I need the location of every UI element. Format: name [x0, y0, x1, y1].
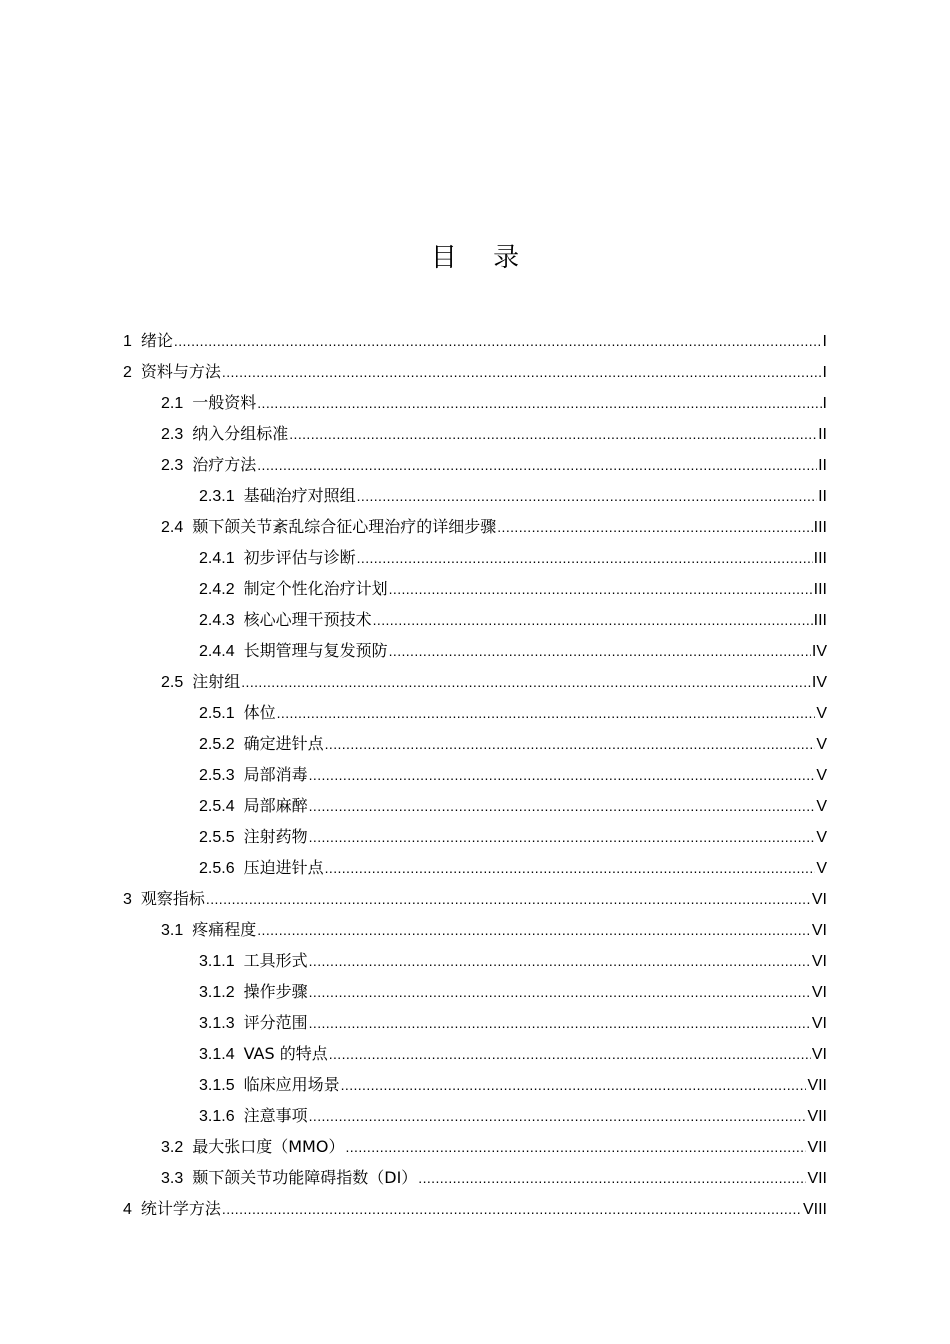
toc-entry-page: VI: [811, 891, 827, 908]
toc-entry-title: 压迫进针点: [243, 858, 324, 877]
toc-entry-number: 3.1.3: [199, 1015, 235, 1032]
toc-entry-title: 核心心理干预技术: [243, 610, 372, 629]
toc-entry-title: 治疗方法: [192, 455, 257, 474]
toc-entry-page: III: [813, 581, 827, 598]
toc-entry-number: 3.1.6: [199, 1108, 235, 1125]
toc-entry[interactable]: [123, 1193, 827, 1224]
toc-dot-leader: [309, 977, 811, 1008]
toc-dot-leader: [257, 450, 817, 481]
table-of-contents: [123, 325, 827, 1224]
toc-entry-page: II: [818, 457, 827, 474]
toc-entry-title: 长期管理与复发预防: [243, 641, 388, 660]
toc-dot-leader: [329, 1039, 811, 1070]
toc-dot-leader: [373, 605, 813, 636]
toc-entry-number: 3.1.4: [199, 1046, 235, 1063]
toc-entry[interactable]: [123, 697, 827, 728]
toc-entry-page: IV: [811, 643, 827, 660]
toc-entry-title: 纳入分组标准: [192, 424, 289, 443]
toc-entry-number: 2.3.1: [199, 488, 235, 505]
toc-entry[interactable]: [123, 914, 827, 945]
toc-entry-page: VI: [811, 922, 827, 939]
toc-entry[interactable]: [123, 635, 827, 666]
toc-entry-number: 3.1.2: [199, 984, 235, 1001]
toc-entry-page: VIII: [802, 1201, 827, 1218]
toc-entry-number: 2.4.4: [199, 643, 235, 660]
toc-entry-title: 基础治疗对照组: [243, 486, 356, 505]
toc-entry-page: V: [816, 736, 827, 753]
toc-dot-leader: [222, 1194, 802, 1225]
toc-entry[interactable]: [123, 976, 827, 1007]
toc-entry-title: 资料与方法: [140, 362, 221, 381]
toc-entry-page: I: [822, 333, 827, 350]
toc-entry-page: VI: [811, 953, 827, 970]
toc-entry[interactable]: [123, 511, 827, 542]
toc-entry-title: 颞下颌关节功能障碍指数（DI）: [192, 1168, 418, 1187]
toc-entry-page: VII: [807, 1108, 827, 1125]
toc-entry[interactable]: [123, 1069, 827, 1100]
toc-entry-page: III: [813, 550, 827, 567]
toc-entry-page: I: [822, 364, 827, 381]
toc-entry-title: 临床应用场景: [243, 1075, 340, 1094]
toc-dot-leader: [222, 357, 822, 388]
toc-dot-leader: [257, 915, 811, 946]
toc-entry-title: 初步评估与诊断: [243, 548, 356, 567]
toc-entry-number: 2: [123, 364, 132, 381]
toc-entry-title: 绪论: [140, 331, 173, 350]
toc-entry[interactable]: [123, 945, 827, 976]
toc-title: 目 录: [430, 243, 534, 273]
toc-entry[interactable]: [123, 666, 827, 697]
toc-entry-title: 注射组: [192, 672, 241, 691]
toc-entry[interactable]: [123, 790, 827, 821]
toc-entry-number: 4: [123, 1201, 132, 1218]
toc-entry-page: VI: [811, 1046, 827, 1063]
toc-entry[interactable]: [123, 852, 827, 883]
toc-entry-page: VI: [811, 1015, 827, 1032]
toc-entry[interactable]: [123, 821, 827, 852]
toc-entry[interactable]: [123, 573, 827, 604]
toc-entry-page: VII: [807, 1077, 827, 1094]
toc-entry-number: 2.5.6: [199, 860, 235, 877]
toc-entry-number: 2.4.1: [199, 550, 235, 567]
toc-entry[interactable]: [123, 759, 827, 790]
toc-entry-title: 注意事项: [243, 1106, 308, 1125]
toc-entry-number: 2.5: [161, 674, 184, 691]
toc-entry[interactable]: [123, 728, 827, 759]
toc-entry[interactable]: [123, 356, 827, 387]
toc-entry-number: 2.4.2: [199, 581, 235, 598]
toc-entry-title: 观察指标: [140, 889, 205, 908]
toc-entry-title: 操作步骤: [243, 982, 308, 1001]
toc-entry-number: 2.3: [161, 457, 184, 474]
toc-entry[interactable]: [123, 1162, 827, 1193]
toc-entry-number: 3.2: [161, 1139, 184, 1156]
toc-entry[interactable]: [123, 1100, 827, 1131]
toc-entry[interactable]: [123, 1007, 827, 1038]
toc-entry-number: 3.1.5: [199, 1077, 235, 1094]
toc-entry-title: 统计学方法: [140, 1199, 221, 1218]
toc-entry-number: 3.1: [161, 922, 184, 939]
toc-entry[interactable]: [123, 542, 827, 573]
toc-entry-page: V: [816, 767, 827, 784]
toc-entry-page: II: [818, 488, 827, 505]
toc-entry[interactable]: [123, 325, 827, 356]
toc-dot-leader: [418, 1163, 806, 1194]
toc-entry-page: II: [818, 426, 827, 443]
toc-dot-leader: [389, 574, 813, 605]
toc-entry-page: III: [813, 519, 827, 536]
toc-dot-leader: [206, 884, 811, 915]
toc-dot-leader: [289, 419, 817, 450]
toc-dot-leader: [325, 853, 816, 884]
toc-entry[interactable]: [123, 1131, 827, 1162]
toc-dot-leader: [325, 729, 816, 760]
toc-entry-title: 评分范围: [243, 1013, 308, 1032]
toc-entry-number: 2.5.1: [199, 705, 235, 722]
toc-entry-title: VAS 的特点: [243, 1044, 328, 1063]
toc-entry-number: 2.5.2: [199, 736, 235, 753]
toc-entry-title: 局部麻醉: [243, 796, 308, 815]
toc-dot-leader: [309, 946, 811, 977]
toc-dot-leader: [341, 1070, 807, 1101]
toc-entry-number: 2.4: [161, 519, 184, 536]
toc-dot-leader: [497, 512, 812, 543]
toc-dot-leader: [174, 326, 822, 357]
toc-dot-leader: [389, 636, 811, 667]
toc-entry-title: 工具形式: [243, 951, 308, 970]
toc-entry-page: V: [816, 860, 827, 877]
toc-entry[interactable]: [123, 1038, 827, 1069]
toc-entry-title: 最大张口度（MMO）: [192, 1137, 345, 1156]
toc-entry[interactable]: [123, 387, 827, 418]
toc-dot-leader: [357, 543, 813, 574]
toc-dot-leader: [309, 791, 816, 822]
toc-entry-page: VII: [807, 1170, 827, 1187]
toc-entry-title: 一般资料: [192, 393, 257, 412]
toc-entry-page: VII: [807, 1139, 827, 1156]
toc-entry-page: I: [822, 395, 827, 412]
toc-entry-number: 3.1.1: [199, 953, 235, 970]
toc-entry-title: 确定进针点: [243, 734, 324, 753]
toc-entry-number: 2.4.3: [199, 612, 235, 629]
toc-dot-leader: [277, 698, 816, 729]
toc-entry-number: 2.5.3: [199, 767, 235, 784]
toc-entry[interactable]: [123, 604, 827, 635]
toc-entry-number: 3.3: [161, 1170, 184, 1187]
toc-dot-leader: [357, 481, 818, 512]
toc-entry-number: 2.1: [161, 395, 184, 412]
toc-dot-leader: [309, 1008, 811, 1039]
toc-entry-title: 疼痛程度: [192, 920, 257, 939]
toc-entry-title: 颞下颌关节紊乱综合征心理治疗的详细步骤: [192, 517, 497, 536]
toc-dot-leader: [257, 388, 821, 419]
toc-entry-number: 1: [123, 333, 132, 350]
toc-entry-title: 制定个性化治疗计划: [243, 579, 388, 598]
toc-dot-leader: [345, 1132, 806, 1163]
toc-dot-leader: [241, 667, 811, 698]
toc-entry-page: V: [816, 829, 827, 846]
toc-entry[interactable]: [123, 418, 827, 449]
toc-entry-page: VI: [811, 984, 827, 1001]
toc-entry-page: III: [813, 612, 827, 629]
toc-entry-number: 2.5.5: [199, 829, 235, 846]
toc-dot-leader: [309, 1101, 807, 1132]
toc-entry-number: 3: [123, 891, 132, 908]
toc-dot-leader: [309, 822, 816, 853]
toc-entry[interactable]: [123, 480, 827, 511]
toc-entry-title: 局部消毒: [243, 765, 308, 784]
toc-entry[interactable]: [123, 449, 827, 480]
toc-entry-title: 注射药物: [243, 827, 308, 846]
toc-entry-title: 体位: [243, 703, 276, 722]
toc-entry-number: 2.3: [161, 426, 184, 443]
toc-entry-page: IV: [811, 674, 827, 691]
toc-dot-leader: [309, 760, 816, 791]
toc-entry[interactable]: [123, 883, 827, 914]
toc-entry-page: V: [816, 705, 827, 722]
toc-entry-page: V: [816, 798, 827, 815]
toc-entry-number: 2.5.4: [199, 798, 235, 815]
